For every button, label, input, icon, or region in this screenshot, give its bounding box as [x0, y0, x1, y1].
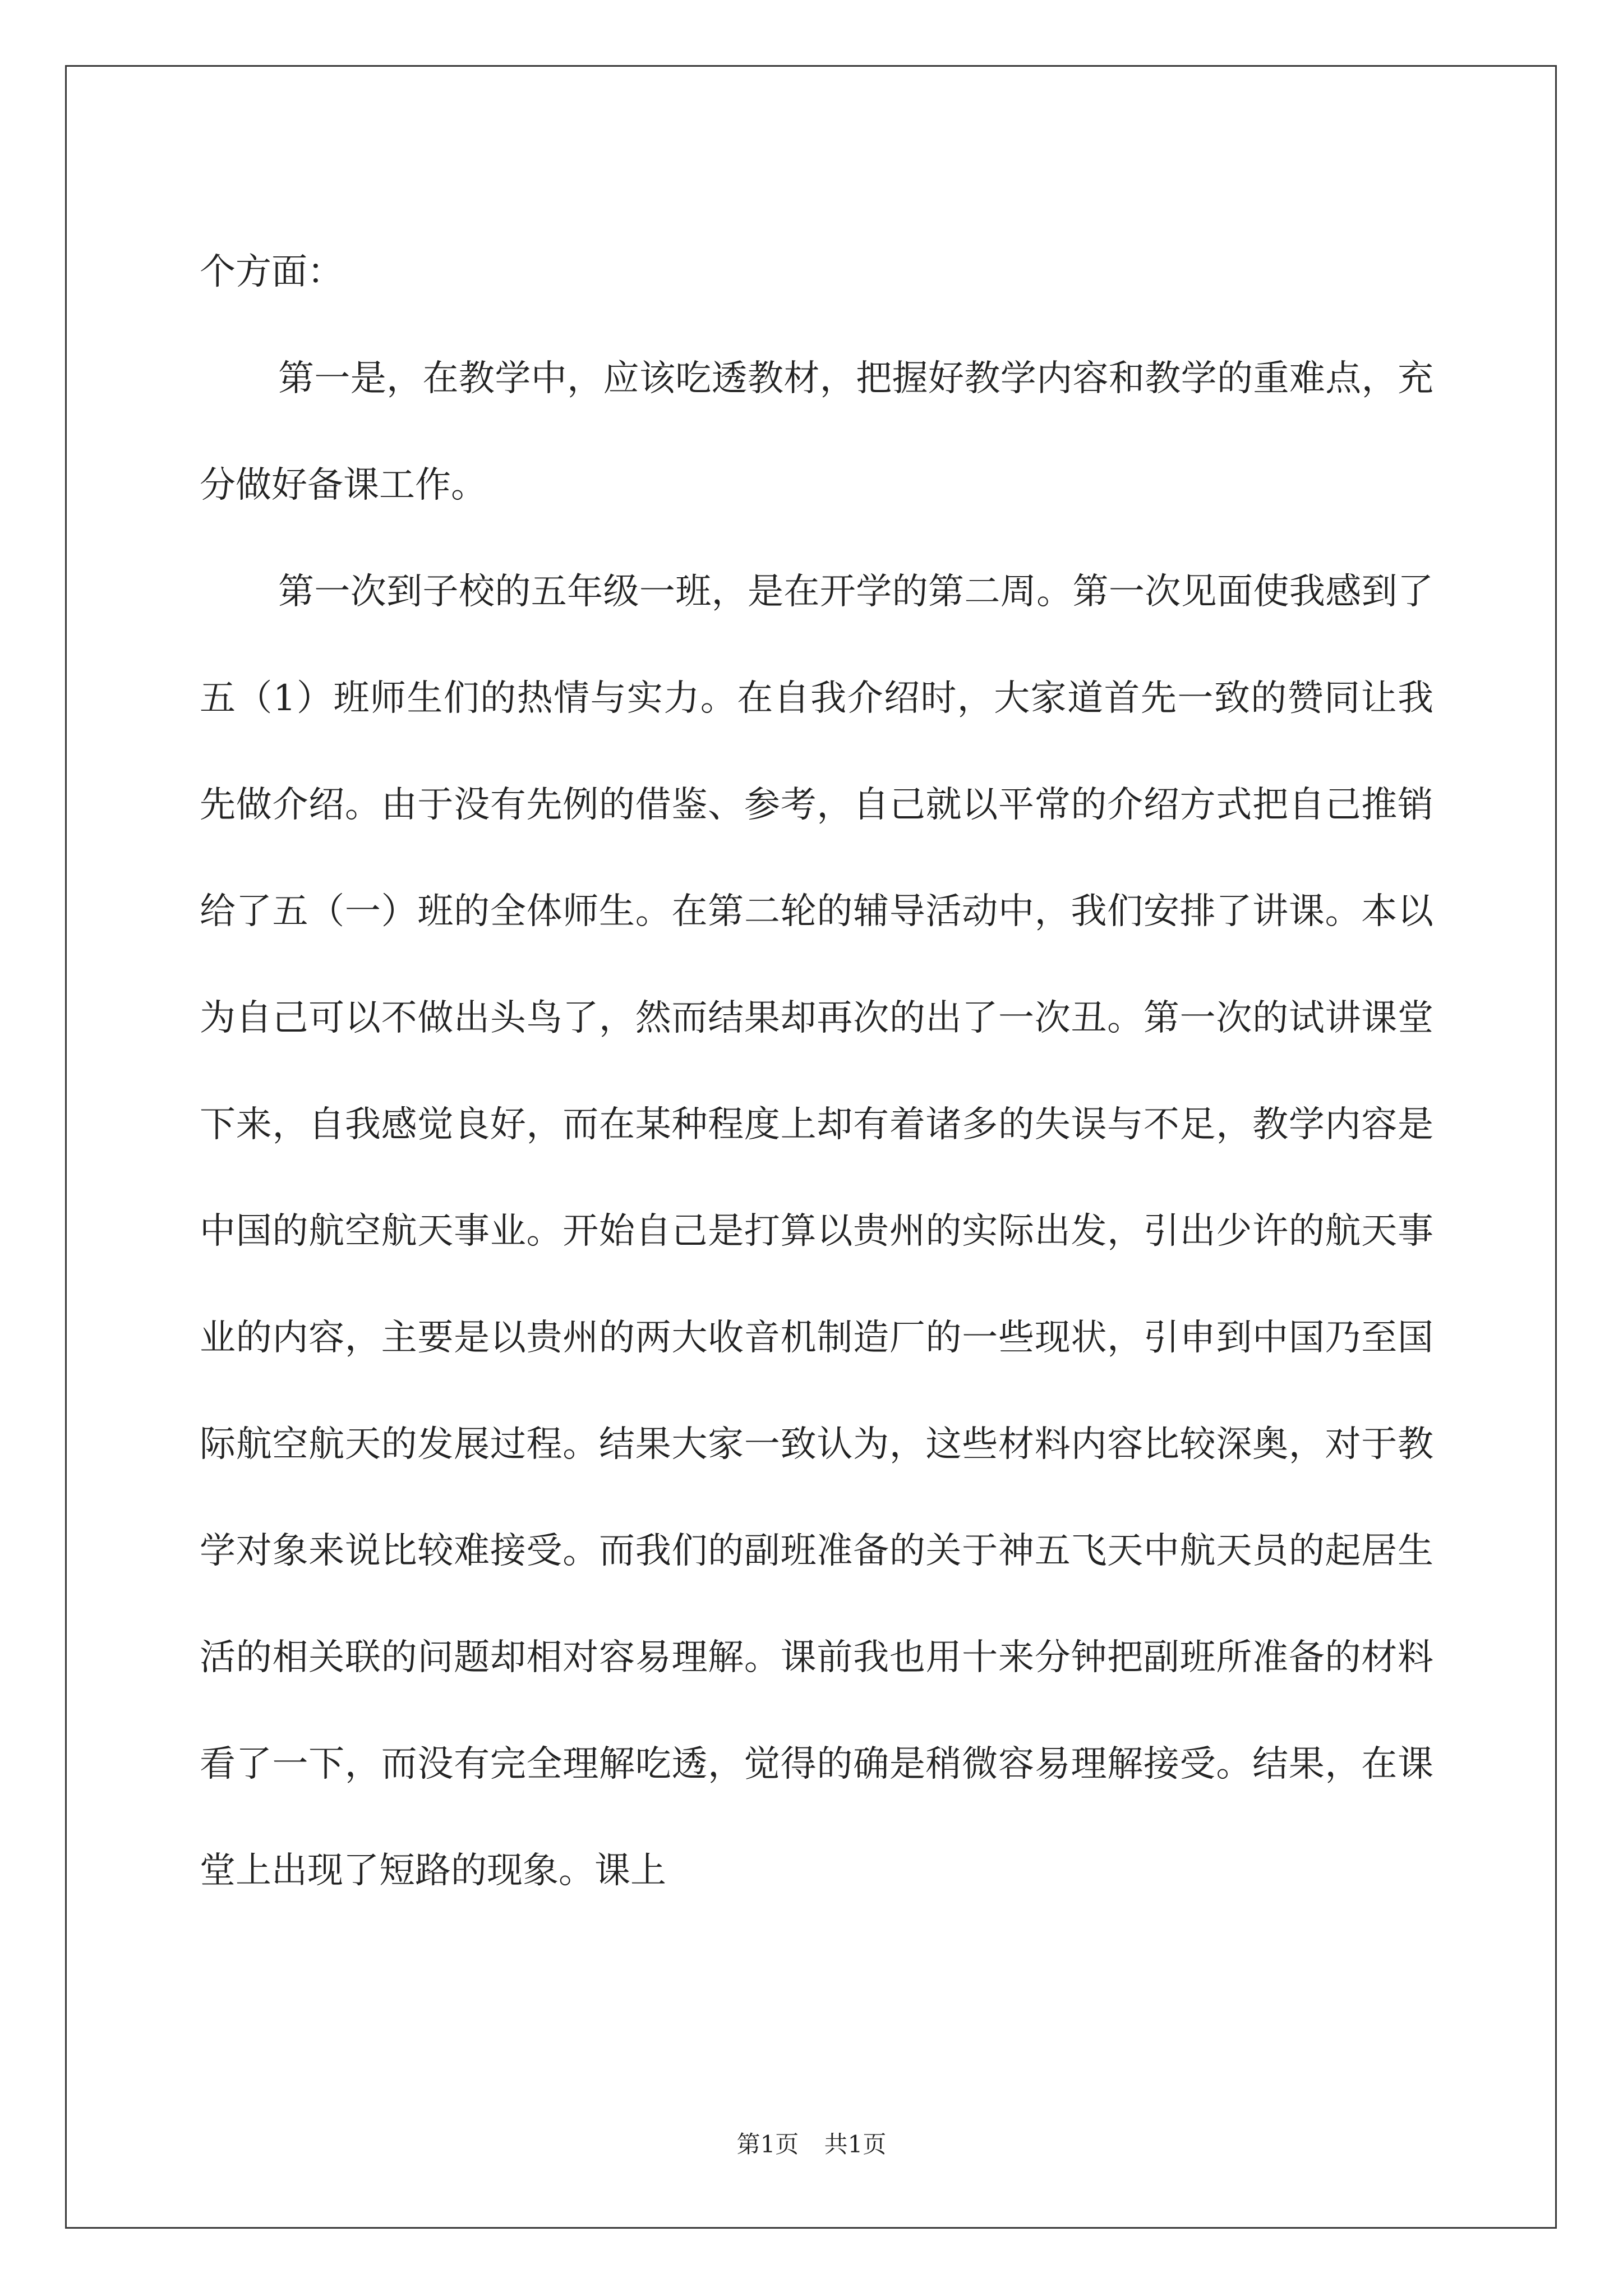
paragraph-2: 第一是，在教学中，应该吃透教材，把握好教学内容和教学的重难点，充分做好备课工作。 [200, 358, 1433, 506]
document-body [200, 219, 1433, 1924]
page-footer [0, 2126, 1623, 2160]
page-total: 共1页 [824, 2131, 887, 2158]
paragraph-3: 第一次到子校的五年级一班，是在开学的第二周。第一次见面使我感到了五（1）班师生们的热情与实力。在自我介绍时，大家道首先一致的赞同让我先做介绍。由于没有先例的借鉴、参考，自己就以平常的介绍方式把自己推销给了五（一）班的全体师生。在第二轮的辅导活动中，我们安排了讲课。本以为自己可以不做出头鸟了，然而结果却再次的出了一次丑。第一次的试讲课堂下来，自我感觉良好，而在某种程度上却有着诸多的失误与不足，教学内容是中国的航空航天事业。开始自己是打算以贵州的实际出发，引出少许的航天事业的内容，主要是以贵州的两大收音机制造厂的一些现状，引申到中国乃至国际航空航天的发展过程。结果大家一致认为，这些材料内容比较深奥，对于教学对象来说比较难接受。而我们的副班准备的关于神五飞天中航天员的起居生活的相关联的问题却相对容易理解。课前我也用十来分钟把副班所准备的材料看了一下，而没有完全理解吃透，觉得的确是稍微容易理解接受。结果，在课堂上出现了短路的现象。课上 [200, 571, 1433, 1892]
page-number: 第1页 [736, 2131, 799, 2158]
paragraph-1: 个方面： [200, 251, 343, 293]
